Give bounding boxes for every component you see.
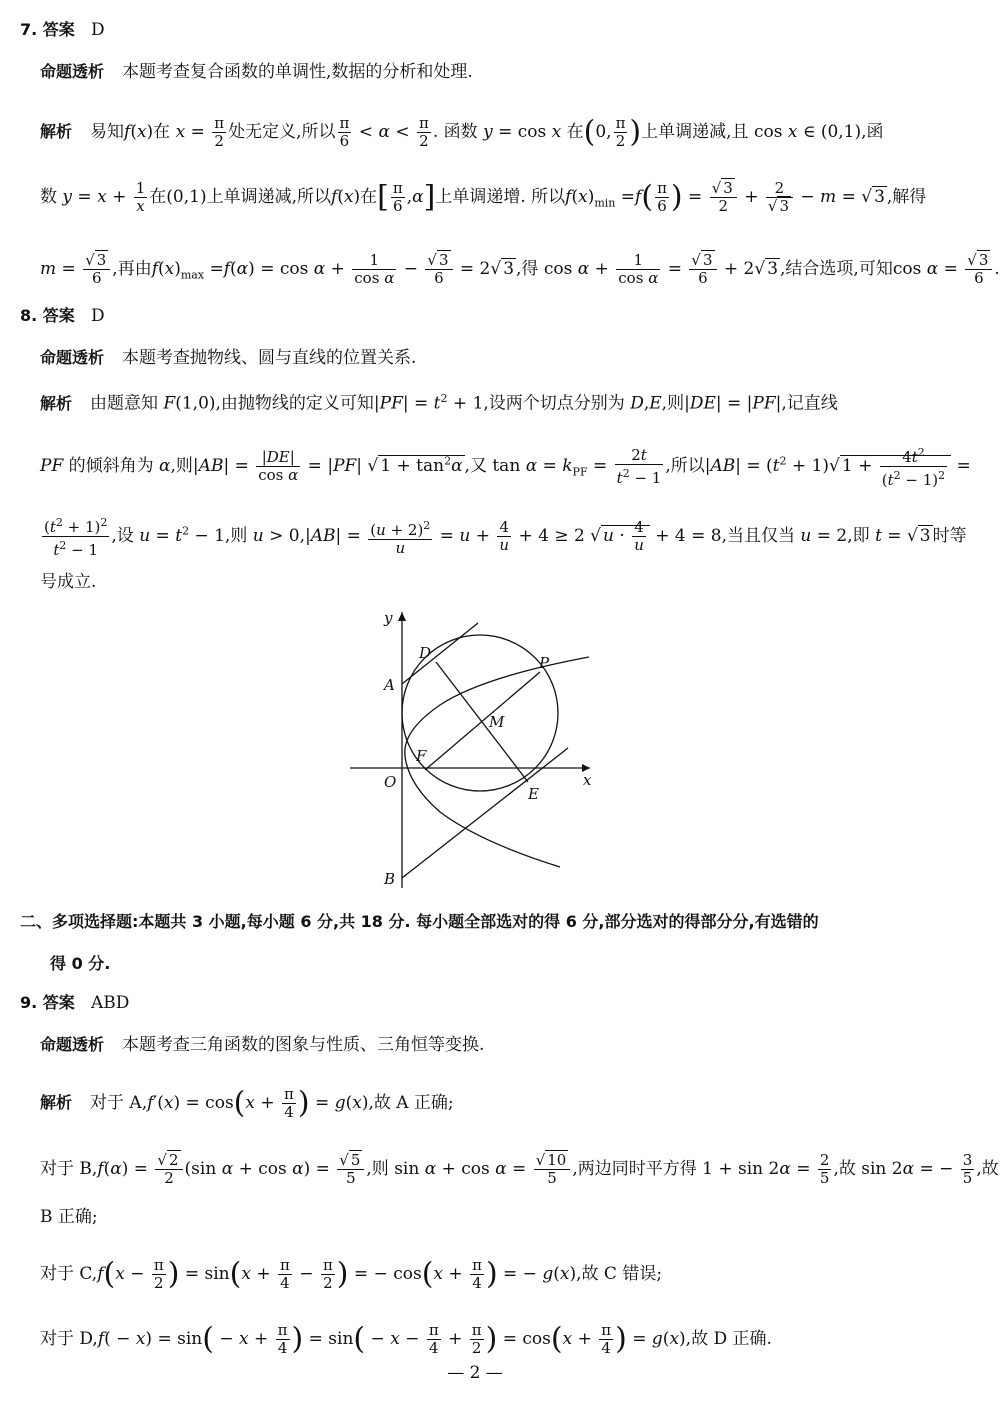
- section2-heading-line2: 得 0 分.: [50, 954, 111, 973]
- q9-header: 9. 答案 ABD: [20, 993, 130, 1013]
- q7-answer: D: [91, 20, 105, 40]
- y-axis-arrow-icon: [398, 612, 406, 621]
- label-m: M: [489, 713, 505, 731]
- q9-solution-b-tail: B 正确;: [40, 1207, 98, 1227]
- q8-solution-line1: 解析 由题意知 F(1,0),由抛物线的定义可知$|PF| = t^2 + 1$,设两个切点分别为 D,E,则|DE| = |PF|,记直线: [40, 392, 838, 414]
- q8-solution-line3: $\frac{(t^2 + 1)^2}{t^2 - 1}$ ,设 $u = t^2 - 1$,则 u > 0,|AB| = $\frac{(u + 2)^2}{u}$ = u + $\frac{4}{u}$ + 4 ≥ 2 √ u · $\frac{4}{u}$ + 4 = 8,当且仅当 u = 2,即 t = √ 3 时等: [44, 516, 967, 559]
- parabola: [405, 657, 589, 867]
- q9-analysis-purpose: 命题透析 本题考查三角函数的图象与性质、三角恒等变换.: [40, 1035, 485, 1055]
- label-y: y: [384, 609, 393, 627]
- q8-figure: [340, 600, 610, 890]
- label-d: D: [419, 644, 432, 662]
- line-pf: [425, 672, 540, 770]
- label-f: F: [416, 747, 427, 765]
- q7-solution-line2: 数 y = x + $\frac{1}{x}$ 在(0,1)上单调递减,所以f(x)在[ $\frac{\pi}{6}$ ,α]上单调递增. 所以$f(x)_{min} =f$( $\frac{\pi}{6}$ ) = $\frac{√ 3}{2}$ + $\frac{2}{√ 3}$ − m = √ 3 ,解得: [40, 179, 927, 215]
- q8-answer: D: [91, 306, 105, 326]
- q9-solution-b: 对于 B,f(α) = $\frac{√ 2}{2}$ (sin α + cos α) = $\frac{√ 5}{5}$ ,则 sin α + cos α = $\frac{√ 10}{5}$ ,两边同时平方得 1 + sin 2α = $\frac{2}{5}$ ,故 sin 2α = − $\frac{3}{5}$ ,故: [40, 1151, 999, 1187]
- q7-solution-line1: 解析 易知f(x)在 x = $\frac{\pi}{2}$ 处无定义,所以 $\frac{\pi}{6}$ < α < $\frac{\pi}{2}$ . 函数 y = cos x 在(0, $\frac{\pi}{2}$ )上单调递减,且 cos x ∈ (0,1),函: [40, 114, 884, 150]
- q7-solution-line3: m = $\frac{√ 3}{6}$ ,再由$f(x)_{max} =f(\alpha) = \cos \alpha$ + $\frac{1}{\text{cos α}}$ − $\frac{√ 3}{6}$ = 2√ 3 ,得 cos α + $\frac{1}{\text{cos α}}$ = $\frac{√ 3}{6}$ + 2√ 3 ,结合选项,可知cos α = $\frac{√ 3}{6}$ .: [40, 251, 1000, 287]
- q9-solution-a: 解析 对于 A,f′(x) = cos(x + $\frac{\pi}{4}$ ) = g(x),故 A 正确;: [40, 1085, 454, 1121]
- section2-heading-line1: 二、多项选择题:本题共 3 小题,每小题 6 分,共 18 分. 每小题全部选对的得 6 分,部分选对的得部分分,有选错的: [20, 912, 819, 931]
- q8-solution-line2: PF 的倾斜角为 α,则|AB| = $\frac{|DE|}{\text{cos α}}$ = |PF| √ $1 + \tan^2\alpha$ ,又 $\tan \alpha = k_{PF}$ = $\frac{2t}{t^2 - 1}$ ,所以$|AB| = (t^2 + 1)√$ 1 + $\frac{4t^2}{(t^2 - 1)^2}$ =: [40, 445, 971, 489]
- q7-analysis-purpose: 命题透析 本题考查复合函数的单调性,数据的分析和处理.: [40, 62, 473, 82]
- q9-solution-d: 对于 D,f( − x) = sin( − x + $\frac{\pi}{4}$ ) = sin( − x − $\frac{\pi}{4}$ + $\frac{\pi}{2}$ ) = cos(x + $\frac{\pi}{4}$ ) = g(x),故 D 正确.: [40, 1321, 772, 1357]
- q9-answer: ABD: [91, 993, 130, 1013]
- label-p: P: [539, 654, 550, 672]
- tangent-line-d: [402, 623, 478, 684]
- q8-header: 8. 答案 D: [20, 306, 105, 326]
- q8-solution-tail: 号成立.: [40, 572, 97, 592]
- label-x: x: [583, 771, 592, 789]
- label-o: O: [384, 773, 397, 791]
- label-b: B: [384, 870, 396, 888]
- q9-solution-c: 对于 C,f(x − $\frac{\pi}{2}$ ) = sin(x + $\frac{\pi}{4}$ − $\frac{\pi}{2}$ ) = − cos(x + $\frac{\pi}{4}$ ) = − g(x),故 C 错误;: [40, 1256, 663, 1292]
- label-a: A: [384, 676, 395, 694]
- label-e: E: [528, 785, 539, 803]
- page-number: — 2 —: [447, 1363, 503, 1383]
- q7-header: 7. 答案 D: [20, 20, 105, 40]
- q8-analysis-purpose: 命题透析 本题考查抛物线、圆与直线的位置关系.: [40, 348, 417, 368]
- chord-de: [436, 662, 528, 782]
